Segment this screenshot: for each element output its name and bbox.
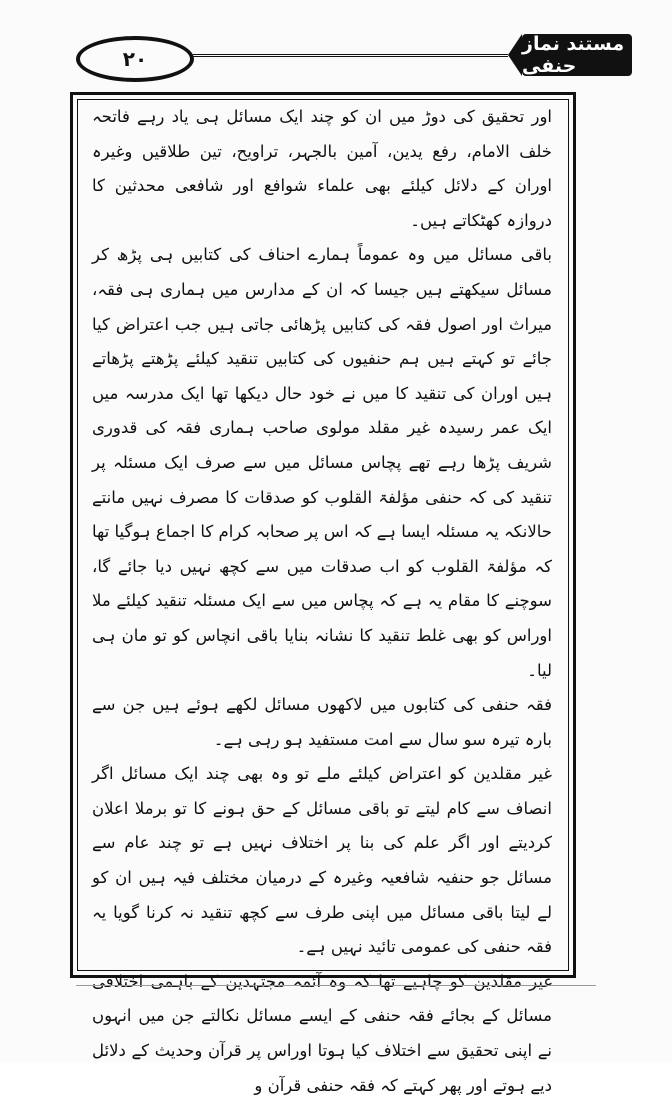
footer-divider	[76, 985, 596, 986]
title-banner-notch	[508, 34, 522, 76]
paragraph: فقہ حنفی کی کتابوں میں لاکھوں مسائل لکھے ہوئے ہیں جن سے بارہ تیرہ سو سال سے امت مستفید ہو رہی ہے۔	[92, 695, 552, 749]
paragraph: غیر مقلدین کو اعتراض کیلئے ملے تو وہ بھی چند ایک مسائل اگر انصاف سے کام لیتے تو باقی مسائل کے حق ہونے کا تو برملا اعلان کردیتے اور اگر علم کی بنا پر اختلاف نہیں ہے تو چند عام سے مسائل جو حنفیہ شافعیہ وغیرہ کے درمیان مختلف فیہ ہیں ان کو لے لیتا باقی مسائل میں اپنی طرف سے کچھ تنقید نہ کرنا گویا یہ فقہ حنفی کی عمومی تائید نہیں ہے۔	[92, 764, 552, 957]
page-number: ۲۰	[76, 36, 194, 82]
paragraph: اور تحقیق کی دوڑ میں ان کو چند ایک مسائل ہی یاد رہے فاتحہ خلف الامام، رفع یدین، آمین بالجہر، تراویح، تین طلاقیں وغیرہ اوران کے دلائل کیلئے بھی علماء شوافع اور شافعی محدثین کا دروازہ کھٹکاتے ہیں۔	[92, 107, 552, 230]
book-title: مستند نماز حنفی	[522, 34, 632, 76]
paragraph: باقی مسائل میں وہ عموماً ہمارے احناف کی کتابیں ہی پڑھ کر مسائل سیکھتے ہیں جیسا کہ ان کے مدارس میں ہماری ہی فقہ، میراث اور اصول فقہ کی کتابیں پڑھائی جاتی ہیں جب اعتراض کیا جائے تو کہتے ہیں ہم حنفیوں کی کتابیں تنقید کیلئے پڑھتے پڑھاتے ہیں اوران کی تنقید کا میں نے خود حال دیکھا تھا ایک مدرسہ میں ایک عمر رسیدہ غیر مقلد مولوی صاحب ہماری فقہ کی قدوری شریف پڑھا رہے تھے پچاس مسائل میں سے صرف ایک مسئلہ پر تنقید کی کہ حنفی مؤلفۃ القلوب کو صدقات کا مصرف نہیں مانتے حالانکہ یہ مسئلہ ایسا ہے کہ اس پر صحابہ کرام کا اجماع ہوگیا تھا کہ مؤلفۃ القلوب کو اب صدقات میں سے کچھ نہیں دیا جائے گا، سوچنے کا مقام یہ ہے کہ پچاس میں سے ایک مسئلہ تنقید کیلئے ملا اوراس کو بھی غلط تنقید کا نشانہ بنایا باقی انچاس کو تو مان ہی لیا۔	[92, 245, 552, 680]
paragraph: غیر مقلدین کو چاہیے تھا کہ وہ آئمہ مجتہدین کے باہمی اختلافی مسائل کے بجائے فقہ حنفی کے ایسے مسائل نکالتے جن میں انہوں نے اپنی تحقیق سے اختلاف کیا ہوتا اوراس پر قرآن وحدیث کے دلائل دیے ہوتے اور پھر کہتے کہ فقہ حنفی قرآن و	[92, 971, 552, 1095]
header-divider	[193, 54, 508, 57]
page-header	[58, 28, 632, 86]
page-body	[92, 100, 552, 1095]
